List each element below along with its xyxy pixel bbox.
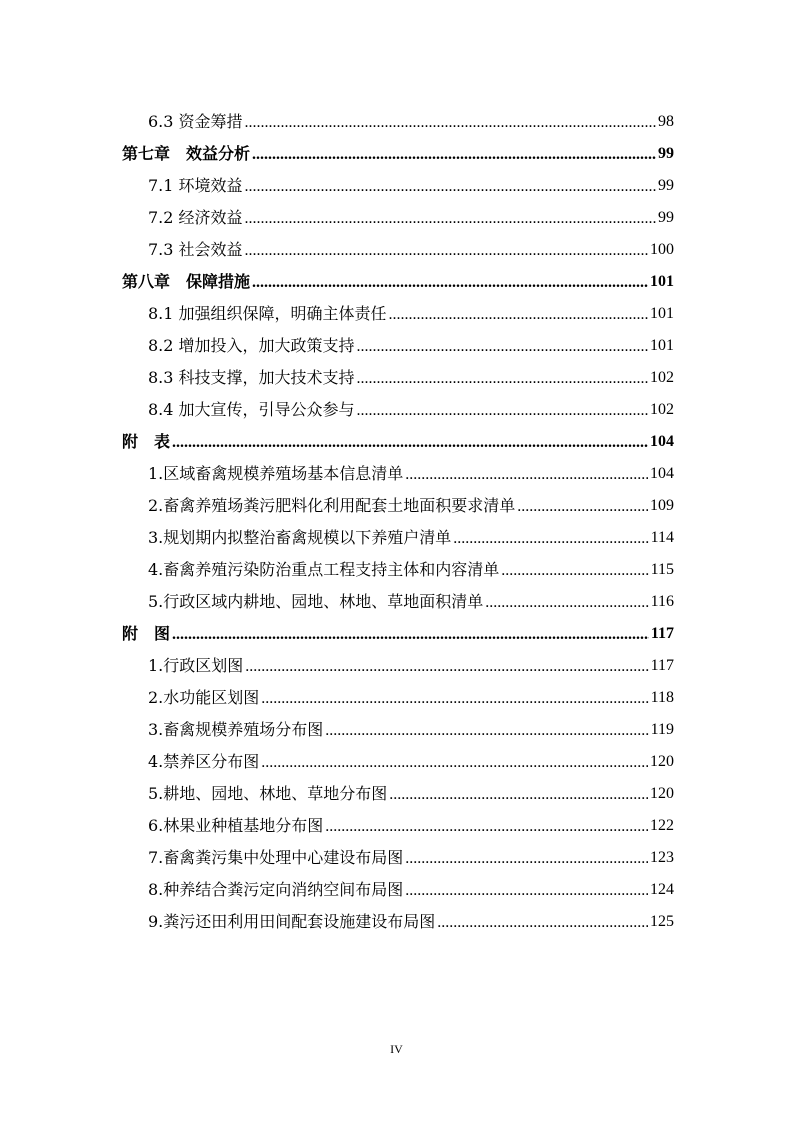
toc-section-entry[interactable] <box>148 776 674 804</box>
toc-entry-title: 7.2 经济效益 <box>148 208 243 227</box>
toc-entry-title: 8.2 增加投入，加大政策支持 <box>148 336 355 355</box>
toc-dot-leader <box>261 688 648 708</box>
toc-entry-page: 102 <box>650 401 674 418</box>
toc-section-entry[interactable] <box>148 840 674 868</box>
toc-section-entry[interactable] <box>148 456 674 484</box>
toc-dot-leader <box>325 816 648 836</box>
toc-section-entry[interactable] <box>148 552 674 580</box>
toc-chapter-entry[interactable] <box>122 616 674 644</box>
toc-entry-title: 8.种养结合粪污定向消纳空间布局图 <box>148 880 404 899</box>
toc-entry-title: 第七章 效益分析 <box>122 144 251 163</box>
toc-entry-title: 8.1 加强组织保障，明确主体责任 <box>148 304 387 323</box>
toc-entry-title: 6.3 资金筹措 <box>148 112 243 131</box>
toc-dot-leader <box>252 272 648 292</box>
toc-section-entry[interactable] <box>148 680 674 708</box>
toc-entry-title: 1.区域畜禽规模养殖场基本信息清单 <box>148 464 404 483</box>
toc-chapter-entry[interactable] <box>122 264 674 292</box>
toc-entry-page: 101 <box>650 337 674 354</box>
toc-entry-page: 99 <box>658 209 674 226</box>
toc-section-entry[interactable] <box>148 360 674 388</box>
toc-entry-page: 99 <box>658 177 674 194</box>
toc-entry-page: 118 <box>650 689 674 706</box>
toc-entry-page: 109 <box>650 497 674 514</box>
toc-entry-page: 98 <box>658 113 674 130</box>
toc-dot-leader <box>245 656 648 676</box>
toc-section-entry[interactable] <box>148 296 674 324</box>
toc-section-entry[interactable] <box>148 232 674 260</box>
toc-entry-title: 5.行政区域内耕地、园地、林地、草地面积清单 <box>148 592 484 611</box>
toc-entry-page: 117 <box>650 625 674 642</box>
toc-entry-page: 117 <box>650 657 674 674</box>
toc-section-entry[interactable] <box>148 712 674 740</box>
toc-entry-page: 101 <box>650 273 674 290</box>
toc-dot-leader <box>357 368 648 388</box>
toc-entry-title: 3.畜禽规模养殖场分布图 <box>148 720 324 739</box>
toc-dot-leader <box>172 432 648 452</box>
toc-dot-leader <box>325 720 648 740</box>
toc-section-entry[interactable] <box>148 168 674 196</box>
toc-entry-title: 7.3 社会效益 <box>148 240 243 259</box>
toc-entry-page: 114 <box>650 529 674 546</box>
toc-section-entry[interactable] <box>148 200 674 228</box>
toc-entry-page: 122 <box>650 817 674 834</box>
toc-entry-title: 5.耕地、园地、林地、草地分布图 <box>148 784 388 803</box>
toc-entry-page: 104 <box>650 465 674 482</box>
toc-dot-leader <box>245 208 656 228</box>
toc-entry-title: 1.行政区划图 <box>148 656 244 675</box>
toc-entry-page: 125 <box>650 913 674 930</box>
toc-dot-leader <box>245 176 656 196</box>
toc-dot-leader <box>453 528 648 548</box>
toc-dot-leader <box>501 560 648 580</box>
toc-section-entry[interactable] <box>148 584 674 612</box>
toc-dot-leader <box>405 464 648 484</box>
toc-dot-leader <box>252 144 656 164</box>
toc-section-entry[interactable] <box>148 904 674 932</box>
toc-entry-page: 100 <box>650 241 674 258</box>
toc-entry-title: 8.4 加大宣传，引导公众参与 <box>148 400 355 419</box>
toc-chapter-entry[interactable] <box>122 424 674 452</box>
toc-entry-page: 101 <box>650 305 674 322</box>
toc-dot-leader <box>389 784 648 804</box>
toc-entry-title: 3.规划期内拟整治畜禽规模以下养殖户清单 <box>148 528 452 547</box>
toc-entry-title: 2.畜禽养殖场粪污肥料化利用配套土地面积要求清单 <box>148 496 516 515</box>
toc-entry-title: 8.3 科技支撑，加大技术支持 <box>148 368 355 387</box>
toc-entry-page: 120 <box>650 785 674 802</box>
toc-dot-leader <box>245 240 648 260</box>
toc-section-entry[interactable] <box>148 648 674 676</box>
toc-dot-leader <box>357 400 648 420</box>
toc-section-entry[interactable] <box>148 808 674 836</box>
page-number: IV <box>390 1042 403 1056</box>
toc-dot-leader <box>517 496 648 516</box>
toc-entry-title: 7.畜禽粪污集中处理中心建设布局图 <box>148 848 404 867</box>
toc-dot-leader <box>357 336 648 356</box>
toc-dot-leader <box>245 112 656 132</box>
toc-entry-title: 附 图 <box>122 624 171 643</box>
toc-section-entry[interactable] <box>148 744 674 772</box>
toc-entry-page: 99 <box>658 145 674 162</box>
toc-section-entry[interactable] <box>148 872 674 900</box>
toc-entry-title: 4.畜禽养殖污染防治重点工程支持主体和内容清单 <box>148 560 500 579</box>
toc-section-entry[interactable] <box>148 392 674 420</box>
toc-entry-page: 119 <box>650 721 674 738</box>
toc-entry-title: 2.水功能区划图 <box>148 688 260 707</box>
toc-section-entry[interactable] <box>148 520 674 548</box>
toc-entry-title: 6.林果业种植基地分布图 <box>148 816 324 835</box>
toc-dot-leader <box>261 752 648 772</box>
toc-entry-title: 第八章 保障措施 <box>122 272 251 291</box>
toc-dot-leader <box>172 624 649 644</box>
toc-entry-page: 123 <box>650 849 674 866</box>
toc-dot-leader <box>437 912 648 932</box>
toc-dot-leader <box>405 880 648 900</box>
toc-section-entry[interactable] <box>148 328 674 356</box>
toc-entry-title: 9.粪污还田利用田间配套设施建设布局图 <box>148 912 436 931</box>
toc-chapter-entry[interactable] <box>122 136 674 164</box>
toc-entry-page: 124 <box>650 881 674 898</box>
toc-dot-leader <box>389 304 648 324</box>
toc-entry-page: 115 <box>650 561 674 578</box>
toc-dot-leader <box>485 592 648 612</box>
toc-dot-leader <box>405 848 648 868</box>
toc-entry-page: 102 <box>650 369 674 386</box>
toc-entry-page: 120 <box>650 753 674 770</box>
toc-entry-title: 4.禁养区分布图 <box>148 752 260 771</box>
toc-entry-page: 104 <box>650 433 674 450</box>
toc-entry-title: 附 表 <box>122 432 171 451</box>
toc-section-entry[interactable] <box>148 104 674 132</box>
toc-entry-page: 116 <box>650 593 674 610</box>
toc-section-entry[interactable] <box>148 488 674 516</box>
toc-entry-title: 7.1 环境效益 <box>148 176 243 195</box>
